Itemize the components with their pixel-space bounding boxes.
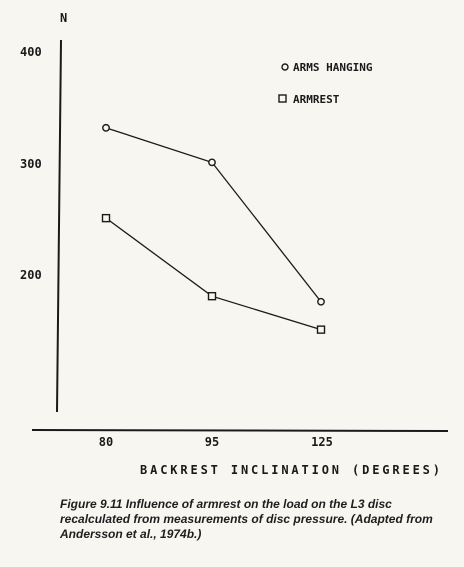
plot-area	[103, 125, 325, 334]
legend	[279, 61, 373, 106]
y-axis-unit-label: N	[60, 11, 68, 25]
y-tick-label: 400	[20, 45, 42, 59]
y-axis-line	[57, 40, 61, 412]
data-point-circle	[209, 159, 215, 165]
data-point-square	[209, 293, 216, 300]
series-line-armrest	[106, 218, 321, 330]
legend-label: ARMS HANGING	[293, 61, 373, 74]
x-tick-label: 95	[204, 435, 220, 449]
y-tick-label: 200	[20, 268, 42, 282]
x-axis-title: BACKREST INCLINATION (DEGREES)	[140, 463, 441, 477]
series-line-arms-hanging	[106, 128, 321, 302]
figure-caption: Figure 9.11 Influence of armrest on the load on the L3 disc recalculated from measurements of disc pressure. (Adapted from Andersson et al., 1974b.)	[60, 497, 433, 541]
x-axis-line	[32, 430, 448, 431]
y-tick-label: 300	[20, 157, 42, 171]
data-point-square	[318, 326, 325, 333]
x-tick-label: 125	[311, 435, 333, 449]
x-tick-label: 80	[98, 435, 114, 449]
data-point-circle	[318, 299, 324, 305]
data-point-circle	[103, 125, 109, 131]
legend-marker-circle	[282, 64, 288, 70]
legend-marker-square	[279, 95, 286, 102]
data-point-square	[103, 215, 110, 222]
legend-label: ARMREST	[293, 93, 340, 106]
